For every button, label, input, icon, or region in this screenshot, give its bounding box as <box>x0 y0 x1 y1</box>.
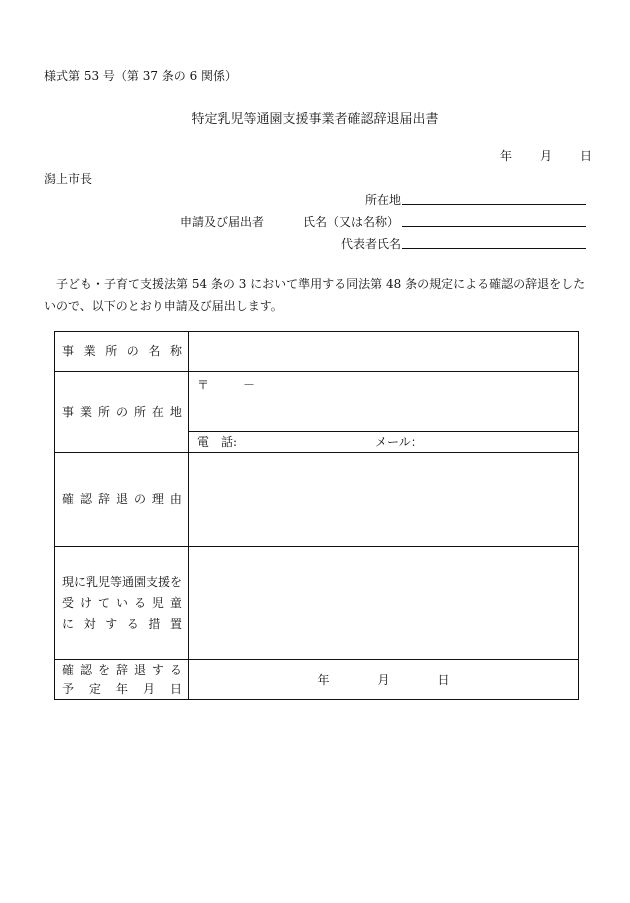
planned-date-label-line1 <box>62 661 182 680</box>
measures-label-cell <box>55 547 189 660</box>
label-char: 所 <box>105 344 118 358</box>
address-underline[interactable] <box>402 204 586 205</box>
label-char: 所 <box>97 404 110 419</box>
reason-label <box>62 489 182 510</box>
label-char: 日 <box>169 681 182 696</box>
measures-field[interactable] <box>189 547 579 660</box>
label-char: 業 <box>83 344 96 358</box>
contact-row <box>189 432 579 453</box>
label-char: 在 <box>151 404 164 419</box>
label-char: 認 <box>79 492 92 506</box>
planned-date-day: 日 <box>437 673 450 687</box>
office-address-label-cell <box>55 372 189 453</box>
label-char: 称 <box>169 344 182 358</box>
label-char: 業 <box>79 404 92 419</box>
date-year: 年 <box>500 149 513 163</box>
label-char: に <box>62 616 75 631</box>
office-address-field[interactable] <box>189 372 579 432</box>
label-char: 認 <box>79 662 92 677</box>
office-address-label <box>62 402 182 423</box>
document-title: 特定乳児等通園支援事業者確認辞退届出書 <box>191 112 439 127</box>
label-char: 措 <box>148 616 161 631</box>
label-char: 退 <box>115 492 128 506</box>
label-char: 置 <box>169 616 182 631</box>
measures-label-line3 <box>62 614 182 635</box>
label-char: す <box>105 616 118 631</box>
label-char: の <box>126 344 139 358</box>
label-char: 定 <box>88 681 101 696</box>
date-day: 日 <box>580 149 593 163</box>
label-char: る <box>133 595 146 610</box>
label-char: 事 <box>62 404 75 419</box>
label-char: け <box>79 595 92 610</box>
body-paragraph: 子ども・子育て支援法第 54 条の 3 において準用する同法第 48 条の規定による確認の辞退をしたいので、以下のとおり申請及び届出します。 <box>44 277 586 313</box>
label-char: る <box>126 616 139 631</box>
label-char: て <box>97 595 110 610</box>
label-char: る <box>169 662 182 677</box>
planned-date-year: 年 <box>317 673 330 687</box>
label-char: 対 <box>83 616 96 631</box>
office-name-field[interactable] <box>189 332 579 372</box>
label-char: 児 <box>151 595 164 610</box>
measures-label-line1: 現に乳児等通園支援を <box>62 574 183 589</box>
label-char: 童 <box>169 595 182 610</box>
label-char: 辞 <box>97 492 110 506</box>
reason-label-cell <box>55 453 189 547</box>
representative-underline[interactable] <box>402 248 586 249</box>
label-char: の <box>115 404 128 419</box>
addressee: 潟上市長 <box>44 172 93 186</box>
planned-date-field[interactable] <box>189 660 579 700</box>
label-char: す <box>151 662 164 677</box>
planned-date-month: 月 <box>377 673 390 687</box>
phone-label: 電 話: <box>197 435 238 449</box>
planned-date-label-cell <box>55 660 189 700</box>
planned-date-label-line2 <box>62 680 182 699</box>
form-table <box>54 331 579 700</box>
office-name-label <box>62 341 182 362</box>
label-char: を <box>97 662 110 677</box>
label-char: 年 <box>115 681 128 696</box>
label-char: 所 <box>133 404 146 419</box>
label-char: 予 <box>62 681 75 696</box>
label-char: 理 <box>151 492 164 506</box>
submission-date <box>500 147 592 164</box>
label-char: 由 <box>169 492 182 506</box>
date-month: 月 <box>540 149 553 163</box>
postal-mark: 〒 <box>197 378 210 392</box>
office-name-label-cell <box>55 332 189 372</box>
label-char: 確 <box>62 662 75 677</box>
name-label: 氏名（又は名称） <box>303 215 400 229</box>
form-number: 様式第 53 号（第 37 条の 6 関係） <box>44 69 238 83</box>
label-char: 事 <box>62 344 75 358</box>
label-char: の <box>133 492 146 506</box>
label-char: 退 <box>133 662 146 677</box>
label-char: 辞 <box>115 662 128 677</box>
label-char: 受 <box>62 595 75 610</box>
applicant-group-label: 申請及び届出者 <box>180 215 265 229</box>
address-label: 所在地 <box>365 193 402 207</box>
measures-label-line2 <box>62 593 182 614</box>
reason-field[interactable] <box>189 453 579 547</box>
representative-label: 代表者氏名 <box>341 237 402 251</box>
label-char: 月 <box>142 681 155 696</box>
mail-label: メール： <box>375 435 423 449</box>
name-underline[interactable] <box>402 226 586 227</box>
label-char: 名 <box>148 344 161 358</box>
label-char: い <box>115 595 128 610</box>
postal-dash: － <box>243 378 256 392</box>
label-char: 確 <box>62 492 75 506</box>
label-char: 地 <box>169 404 182 419</box>
